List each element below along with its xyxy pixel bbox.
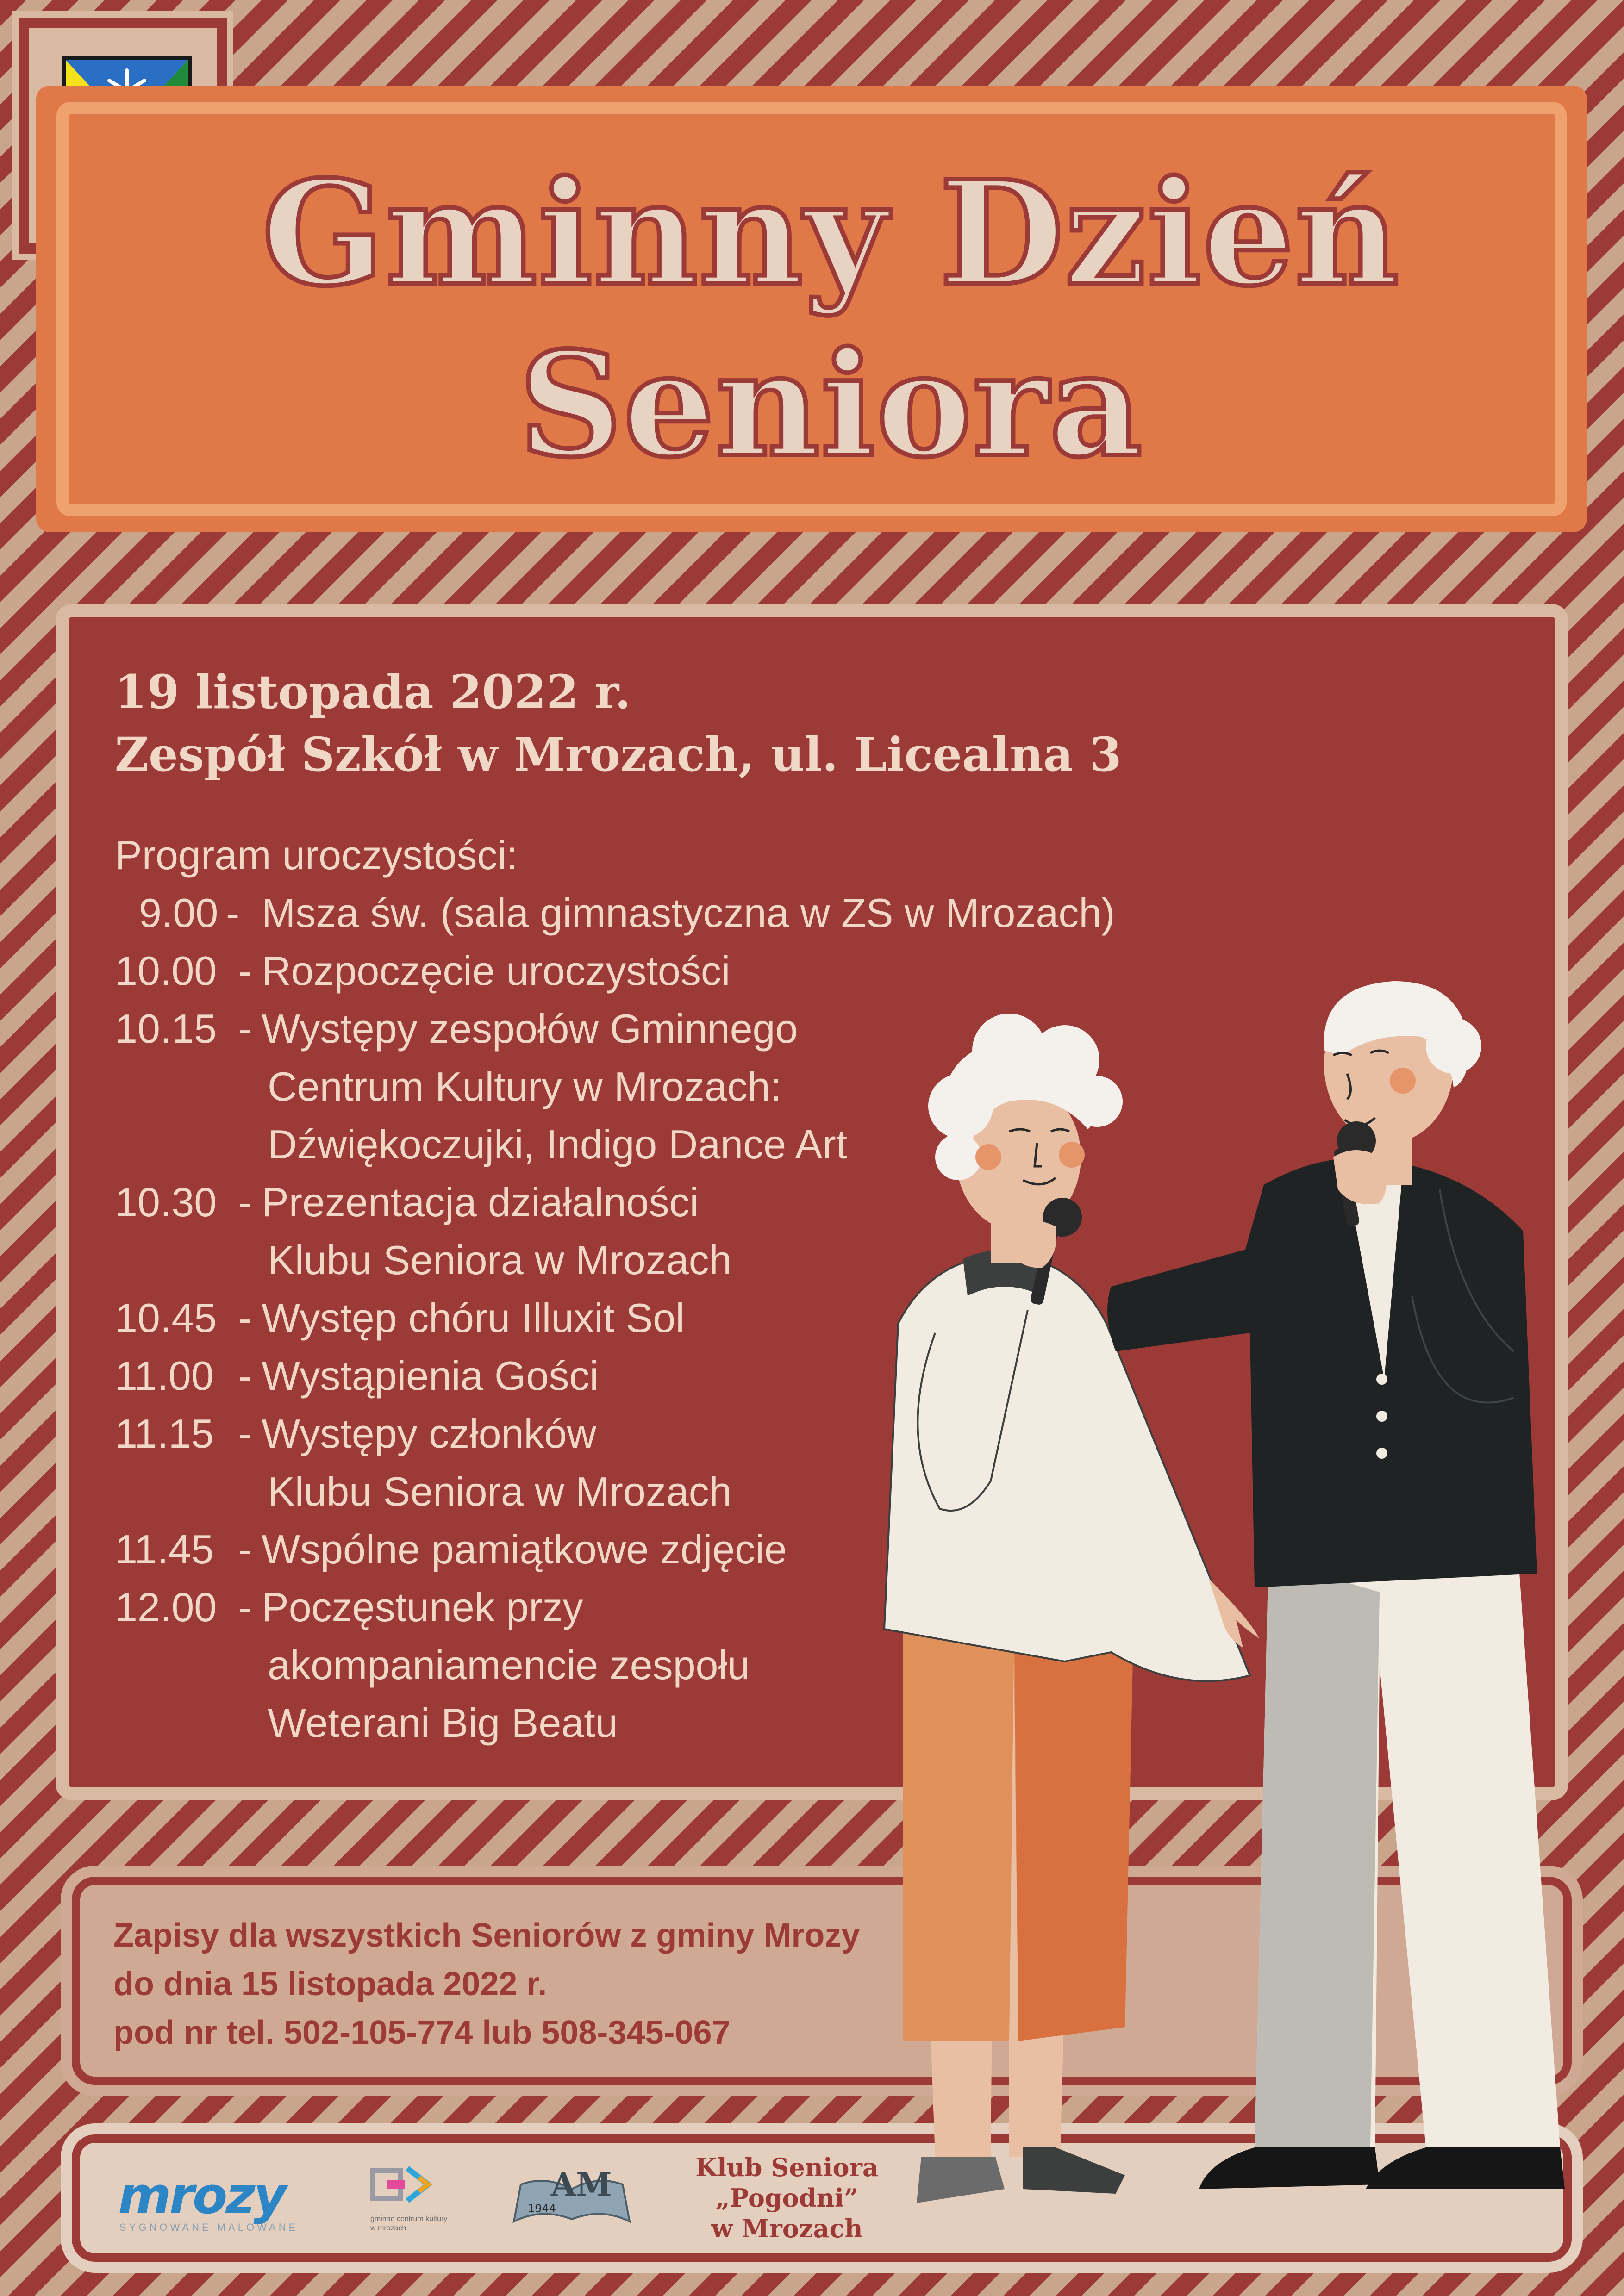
program-item-text: Występ chóru Illuxit Sol xyxy=(262,1295,685,1341)
woman-figure xyxy=(884,1014,1259,2203)
program-dash: - xyxy=(238,1584,252,1630)
page-title xyxy=(139,148,1523,491)
program-item-text: Weterani Big Beatu xyxy=(268,1700,618,1746)
seniors-illustration xyxy=(856,972,1579,2221)
program-item-text: Występy zespołów Gminnego xyxy=(262,1006,798,1052)
program-dash: - xyxy=(238,1526,252,1572)
program-item-text: Klubu Seniora w Mrozach xyxy=(268,1468,732,1514)
mrozy-logo-tagline: SYGNOWANE MALOWANE xyxy=(119,2221,299,2233)
event-location: Zespół Szkół w Mrozach, ul. Licealna 3 xyxy=(115,727,1122,782)
event-date: 19 listopada 2022 r. xyxy=(115,665,631,719)
gck-logo-icon xyxy=(370,2161,435,2212)
klub-line-1: Klub Seniora xyxy=(695,2153,879,2182)
program-time: 11.15 xyxy=(115,1411,214,1456)
program-item-text: akompaniamencie zespołu xyxy=(268,1642,750,1688)
program-time: 10.00 xyxy=(115,948,217,994)
program-time: 10.15 xyxy=(115,1006,217,1052)
program-item-text: Msza św. (sala gimnastyczna w ZS w Mrozach) xyxy=(262,890,1115,936)
registration-line-1: Zapisy dla wszystkich Seniorów z gminy Mrozy xyxy=(113,1917,860,1954)
program-item-text: Dźwiękoczujki, Indigo Dance Art xyxy=(268,1121,848,1167)
program-item-text: Wspólne pamiątkowe zdjęcie xyxy=(262,1526,787,1572)
program-dash: - xyxy=(238,948,252,994)
program-time: 10.45 xyxy=(115,1295,217,1341)
program-dash: - xyxy=(238,1411,252,1456)
program-item-text: Klubu Seniora w Mrozach xyxy=(268,1237,732,1283)
program-dash: - xyxy=(238,1006,252,1052)
gck-logo-label: gminne centrum kultury w mrozach xyxy=(370,2215,448,2232)
program-dash: - xyxy=(238,1179,252,1225)
program-item-text: Prezentacja działalności xyxy=(262,1179,699,1225)
am-logo-icon xyxy=(509,2157,634,2231)
am-logo-letters: AM xyxy=(551,2165,612,2204)
klub-line-3: w Mrozach xyxy=(711,2214,863,2243)
am-logo-year: 1944 xyxy=(528,2202,556,2215)
title-line-2: Seniora xyxy=(518,321,1143,489)
program-item-text: Występy członków xyxy=(262,1411,596,1456)
program-item-text: Rozpoczęcie uroczystości xyxy=(262,948,731,994)
program-time: 9.00 xyxy=(139,890,219,936)
program-time: 11.45 xyxy=(115,1526,214,1572)
program-dash: - xyxy=(238,1353,252,1399)
mrozy-logo: mrozy xyxy=(118,2166,285,2225)
klub-line-2: „Pogodni” xyxy=(715,2183,859,2213)
title-line-1: Gminny Dzień xyxy=(262,149,1400,318)
program-time: 11.00 xyxy=(115,1353,214,1399)
program-item-text: Centrum Kultury w Mrozach: xyxy=(268,1064,782,1109)
program-dash: - xyxy=(226,890,240,936)
program-time: 10.30 xyxy=(115,1179,217,1225)
program-time: 12.00 xyxy=(115,1584,217,1630)
program-heading: Program uroczystości: xyxy=(115,832,518,878)
registration-line-3: pod nr tel. 502-105-774 lub 508-345-067 xyxy=(113,2014,731,2051)
program-item-text: Poczęstunek przy xyxy=(262,1584,583,1630)
program-dash: - xyxy=(238,1295,252,1341)
program-item-text: Wystąpienia Gości xyxy=(262,1353,599,1399)
registration-line-2: do dnia 15 listopada 2022 r. xyxy=(113,1966,547,2003)
